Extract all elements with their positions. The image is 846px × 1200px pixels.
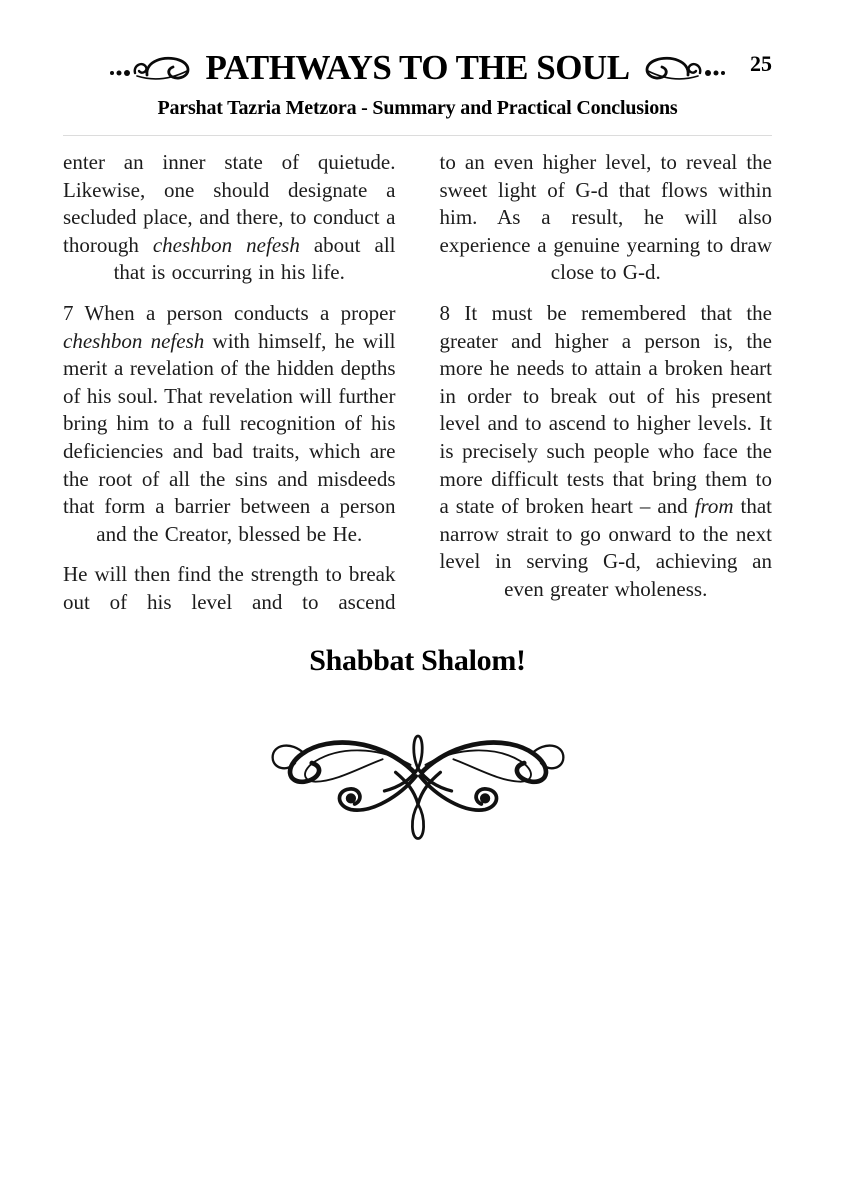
paragraph	[440, 149, 773, 287]
title-row	[63, 44, 772, 90]
left-column	[63, 149, 396, 617]
text-run: He will then find the strength to break out of his level and to ascend	[63, 562, 396, 614]
calligraphic-divider-icon	[250, 722, 586, 845]
closing-heading: Shabbat Shalom!	[309, 643, 526, 677]
italic-text: cheshbon nefesh	[63, 328, 205, 353]
page-title: PATHWAYS TO THE SOUL	[205, 47, 630, 87]
italic-text: cheshbon nefesh	[152, 232, 300, 257]
paragraph	[440, 300, 773, 604]
header-flourish-right-icon	[640, 52, 728, 82]
text-run: 8 It must be remembered that the greater and higher a person is, the more he needs to attain a broken heart in order to break out of his present level and to ascend to higher levels. It is precisely such people who face the more difficult tests that bring them to a state of broken heart – and	[439, 300, 772, 519]
italic-text: from	[694, 494, 734, 519]
text-run: that narrow strait to go onward to the next level in serving G-d, achieving an even greater wholeness.	[439, 494, 772, 601]
paragraph	[63, 149, 396, 287]
two-column-text	[63, 149, 772, 617]
header-flourish-left-icon	[107, 52, 195, 82]
text-run: to an even higher level, to reveal the sweet light of G-d that flows within him. As a result, he will also experience a genuine yearning to draw close to G-d.	[439, 150, 772, 285]
right-column	[440, 149, 773, 617]
page-header	[63, 44, 772, 136]
paragraph	[63, 300, 396, 548]
page-number: 25	[750, 51, 772, 76]
text-run: enter an inner state of quietude. Likewise, one should designate a secluded place, and there, to conduct a thorough	[63, 150, 396, 257]
page-subtitle: Parshat Tazria Metzora - Summary and Practical Conclusions	[157, 97, 678, 119]
text-run: about all that is occurring in his life.	[113, 232, 396, 285]
text-run: with himself, he will merit a revelation of the hidden depths of his soul. That revelation will further bring him to a full recognition of his deficiencies and bad traits, which are the root of all the sins and misdeeds that form a barrier between a person and the Creator, blessed be He.	[63, 328, 396, 546]
text-run: 7 When a person conducts a proper	[63, 300, 396, 325]
paragraph	[63, 561, 396, 616]
